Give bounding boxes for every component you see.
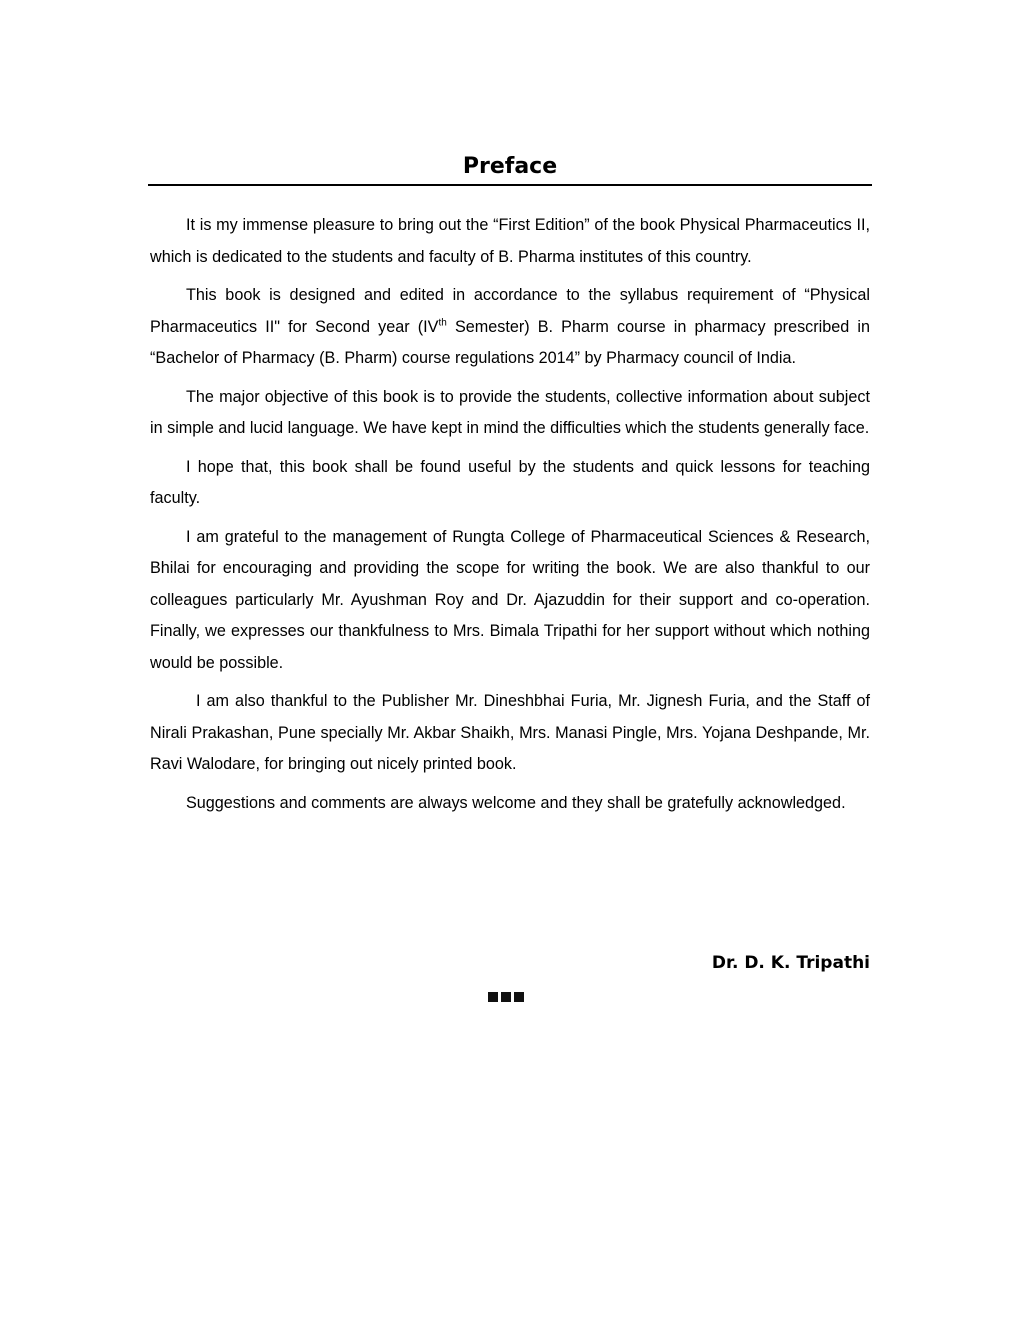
paragraph-2-text-start: This book is designed and edited in accordance to the syllabus requirement of “Physical Pharmaceutics II" for Second year (IV [150, 286, 870, 336]
paragraph-2-text-end: Semester) B. Pharm course in pharmacy prescribed in “Bachelor of Pharmacy (B. Pharm) course regulations 2014” by Pharmacy council of India. [150, 317, 870, 367]
paragraph-7: Suggestions and comments are always welcome and they shall be gratefully acknowledged. [186, 793, 846, 812]
paragraph-2 [150, 280, 870, 375]
paragraph-3: The major objective of this book is to provide the students, collective information about subject in simple and lucid language. We have kept in mind the difficulties which the students generally face. [150, 387, 870, 437]
paragraph-5: I am grateful to the management of Rungta College of Pharmaceutical Sciences & Research, Bhilai for encouraging and providing the scope for writing the book. We are also thankful to our colleagues particularly Mr. Ayushman Roy and Dr. Ajazuddin for their support and co-operation. Finally, we expresses our thankfulness to Mrs. Bimala Tripathi for her support without which nothing would be possible. [150, 527, 870, 672]
author-signature: Dr. D. K. Tripathi [711, 953, 870, 973]
end-square-icon [488, 992, 498, 1002]
preface-body [150, 210, 870, 819]
paragraph-4: I hope that, this book shall be found useful by the students and quick lessons for teaching faculty. [150, 457, 870, 507]
end-square-icon [501, 992, 511, 1002]
three-black-squares-icon [488, 992, 524, 1002]
page-title: Preface [462, 154, 558, 179]
paragraph-1: It is my immense pleasure to bring out the “First Edition” of the book Physical Pharmaceutics II, which is dedicated to the students and faculty of B. Pharma institutes of this country. [150, 216, 870, 266]
title-underline-rule [148, 184, 872, 186]
paragraph-6: I am also thankful to the Publisher Mr. Dineshbhai Furia, Mr. Jignesh Furia, and the Staff of Nirali Prakashan, Pune specially Mr. Akbar Shaikh, Mrs. Manasi Pingle, Mrs. Yojana Deshpande, Mr. Ravi Walodare, for bringing out nicely printed book. [150, 692, 870, 773]
end-square-icon [514, 992, 524, 1002]
paragraph-2-superscript: th [438, 317, 447, 329]
